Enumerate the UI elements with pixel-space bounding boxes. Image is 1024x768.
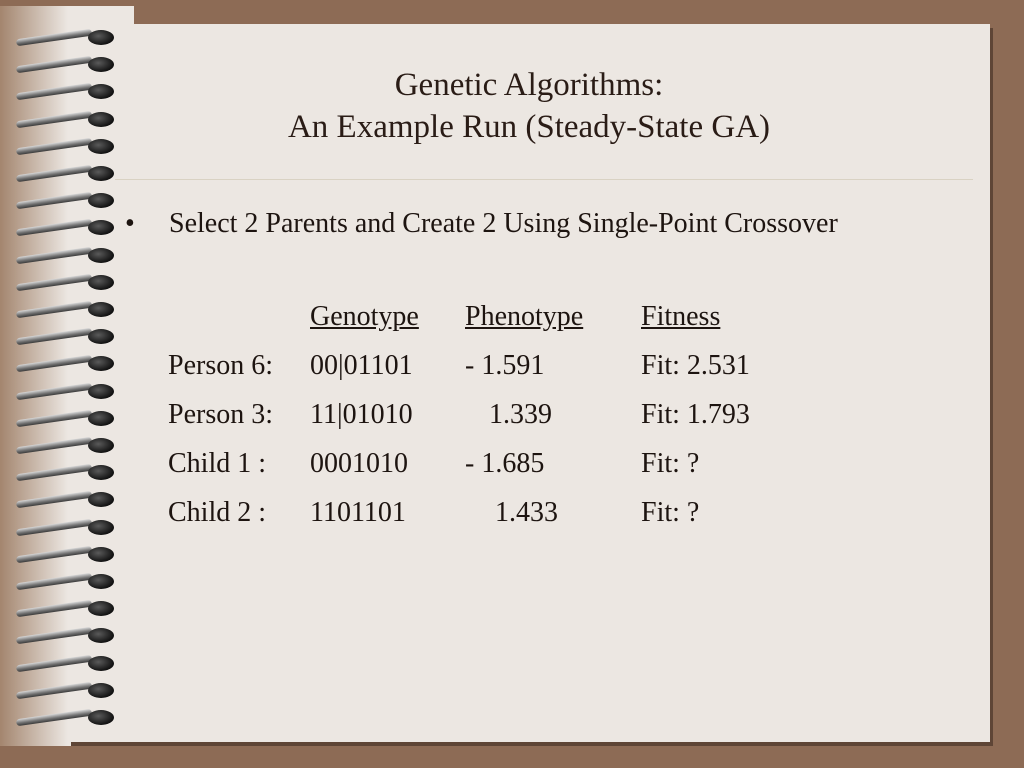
binding-hole [88,683,114,698]
spiral-wire [16,491,92,509]
table-row [168,439,781,488]
spiral-ring-icon [14,300,114,320]
spiral-ring-icon [14,518,114,538]
row-genotype: 1101101 [310,496,406,528]
row-phenotype: 1.339 [489,398,552,430]
spiral-wire [16,437,92,455]
row-phenotype: - 1.685 [465,447,545,479]
spiral-ring-icon [14,708,114,728]
row-genotype: 00|01101 [310,349,413,381]
binding-hole [88,438,114,453]
row-phenotype: 1.433 [495,496,558,528]
header-spacer [168,292,310,341]
binding-hole [88,411,114,426]
spiral-ring-icon [14,327,114,347]
spiral-ring-icon [14,654,114,674]
header-fitness: Fitness [641,300,721,332]
spiral-ring-icon [14,545,114,565]
spiral-wire [16,29,92,47]
spiral-ring-icon [14,273,114,293]
binding-hole [88,656,114,671]
spiral-wire [16,709,92,727]
spiral-wire [16,382,92,400]
title-line-1: Genetic Algorithms: [394,67,664,103]
spiral-ring-icon [14,681,114,701]
spiral-wire [16,192,92,210]
header-genotype: Genotype [310,300,419,332]
spiral-ring-icon [14,436,114,456]
population-table [168,292,781,537]
row-genotype: 0001010 [310,447,408,479]
spiral-ring-icon [14,572,114,592]
binding-hole [88,166,114,181]
row-fitness: Fit: 1.793 [641,398,750,430]
spiral-wire [16,600,92,618]
binding-hole [88,329,114,344]
table-row [168,488,781,537]
spiral-ring-icon [14,28,114,48]
binding-hole [88,520,114,535]
spiral-wire [16,546,92,564]
binding-hole [88,302,114,317]
spiral-wire [16,682,92,700]
row-name: Child 2 : [168,496,267,528]
spiral-wire [16,654,92,672]
row-name: Person 6: [168,349,273,381]
spiral-wire [16,219,92,237]
binding-hole [88,384,114,399]
header-phenotype: Phenotype [465,300,584,332]
binding-hole [88,193,114,208]
spiral-wire [16,573,92,591]
bullet-icon: • [125,208,135,239]
binding-hole [88,601,114,616]
spiral-ring-icon [14,191,114,211]
spiral-wire [16,274,92,292]
table-row [168,341,781,390]
spiral-wire [16,355,92,373]
spiral-ring-icon [14,218,114,238]
spiral-ring-icon [14,382,114,402]
table-header-row [168,292,781,341]
spiral-wire [16,627,92,645]
slide-title [68,64,990,148]
binding-hole [88,547,114,562]
spiral-wire [16,464,92,482]
binding-hole [88,220,114,235]
slide-body [125,203,945,244]
spiral-wire [16,301,92,319]
spiral-ring-icon [14,599,114,619]
spiral-wire [16,328,92,346]
bullet-text: Select 2 Parents and Create 2 Using Single-Point Crossover [169,208,838,239]
binding-hole [88,356,114,371]
spiral-ring-icon [14,409,114,429]
binding-hole [88,628,114,643]
spiral-ring-icon [14,463,114,483]
spiral-ring-icon [14,626,114,646]
row-genotype: 11|01010 [310,398,413,430]
spiral-wire [16,410,92,428]
title-divider [115,179,973,180]
binding-hole [88,492,114,507]
spiral-ring-icon [14,164,114,184]
row-fitness: Fit: 2.531 [641,349,750,381]
bullet-item [125,203,945,244]
spiral-wire [16,165,92,183]
row-fitness: Fit: ? [641,496,700,528]
binding-hole [88,248,114,263]
binding-hole [88,465,114,480]
row-name: Person 3: [168,398,273,430]
title-line-2: An Example Run (Steady-State GA) [287,109,771,145]
row-fitness: Fit: ? [641,447,700,479]
spiral-ring-icon [14,490,114,510]
table-row [168,390,781,439]
binding-hole [88,275,114,290]
spiral-wire [16,246,92,264]
spiral-wire [16,518,92,536]
binding-hole [88,30,114,45]
binding-hole [88,710,114,725]
row-phenotype: - 1.591 [465,349,545,381]
spiral-ring-icon [14,354,114,374]
spiral-ring-icon [14,246,114,266]
binding-hole [88,574,114,589]
row-name: Child 1 : [168,447,267,479]
